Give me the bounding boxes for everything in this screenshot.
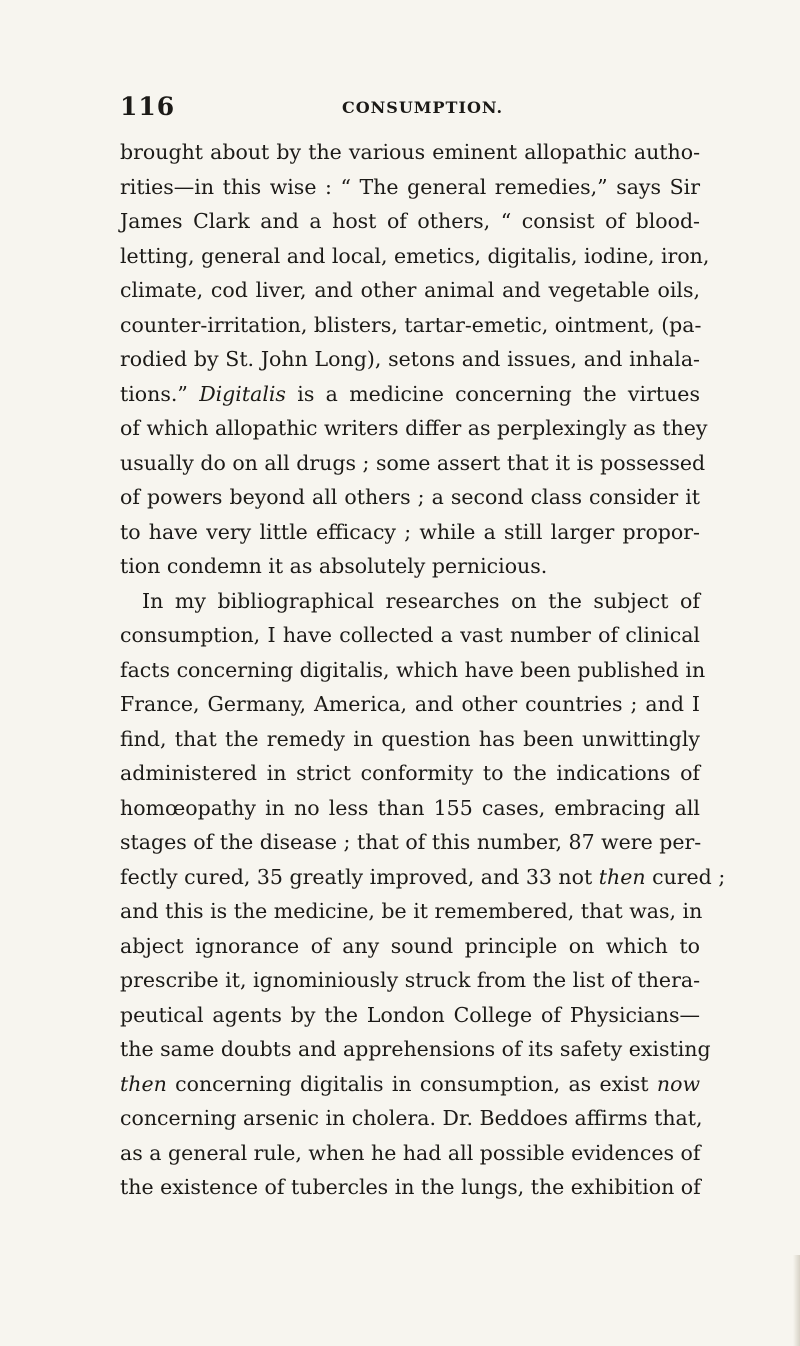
italic-term: now <box>656 1071 700 1096</box>
text-line <box>120 860 726 895</box>
text-segment: concerning digitalis in consumption, as exist <box>175 1071 649 1096</box>
text-line: find, that the remedy in question has been unwittingly <box>120 726 700 751</box>
text-line: of which allopathic writers differ as perplexingly as they <box>120 416 708 440</box>
text-line: and this is the medicine, be it remembered, that was, in <box>120 899 703 923</box>
text-line: consumption, I have collected a vast number of clinical <box>120 623 700 647</box>
italic-term: then <box>598 864 646 889</box>
text-line: abject ignorance of any sound principle on which to <box>120 933 700 958</box>
italic-term: then <box>120 1071 167 1096</box>
page-number: 116 <box>120 92 176 121</box>
text-line: administered in strict conformity to the indications of <box>120 761 700 785</box>
text-line <box>120 1067 700 1102</box>
text-line: of powers beyond all others ; a second class consider it <box>120 485 700 509</box>
text-line: to have very little efficacy ; while a still larger propor- <box>120 519 700 544</box>
body-text <box>120 135 726 1205</box>
page-edge-shadow <box>793 1255 800 1346</box>
page-header <box>0 92 800 122</box>
text-line: the same doubts and apprehensions of its safety existing <box>120 1037 711 1061</box>
text-line <box>120 377 700 412</box>
text-line: rities—in this wise : “ The general remedies,” says Sir <box>120 174 700 199</box>
text-line: peutical agents by the London College of Physicians— <box>120 1002 700 1027</box>
text-segment: is a medicine concerning the virtues <box>297 381 700 406</box>
text-segment: cured ; <box>652 864 726 889</box>
text-line: tion condemn it as absolutely pernicious. <box>120 554 548 578</box>
text-line: the existence of tubercles in the lungs, the exhibition of <box>120 1175 701 1199</box>
text-line: as a general rule, when he had all possible evidences of <box>120 1140 701 1165</box>
text-line: concerning arsenic in cholera. Dr. Beddoes affirms that, <box>120 1106 703 1130</box>
text-line: counter-irritation, blisters, tartar-emetic, ointment, (pa- <box>120 312 702 337</box>
text-line: France, Germany, America, and other countries ; and I <box>120 692 700 716</box>
text-line: prescribe it, ignominiously struck from the list of thera- <box>120 968 701 992</box>
text-line: climate, cod liver, and other animal and vegetable oils, <box>120 278 700 302</box>
running-title: CONSUMPTION. <box>342 98 504 117</box>
text-line: stages of the disease ; that of this number, 87 were per- <box>120 830 702 854</box>
text-line: In my bibliographical researches on the subject of <box>142 588 700 613</box>
text-segment: tions.” <box>120 381 188 406</box>
text-line: usually do on all drugs ; some assert that it is possessed <box>120 450 706 475</box>
text-segment: fectly cured, 35 greatly improved, and 33 not <box>120 864 593 889</box>
text-line: homœopathy in no less than 155 cases, embracing all <box>120 795 700 820</box>
text-line: letting, general and local, emetics, digitalis, iodine, iron, <box>120 243 710 268</box>
italic-term: Digitalis <box>199 381 286 406</box>
text-line: facts concerning digitalis, which have been published in <box>120 657 706 682</box>
text-line: brought about by the various eminent allopathic autho- <box>120 140 700 164</box>
text-line: James Clark and a host of others, “ consist of blood- <box>120 209 700 233</box>
text-line: rodied by St. John Long), setons and issues, and inhala- <box>120 347 700 371</box>
